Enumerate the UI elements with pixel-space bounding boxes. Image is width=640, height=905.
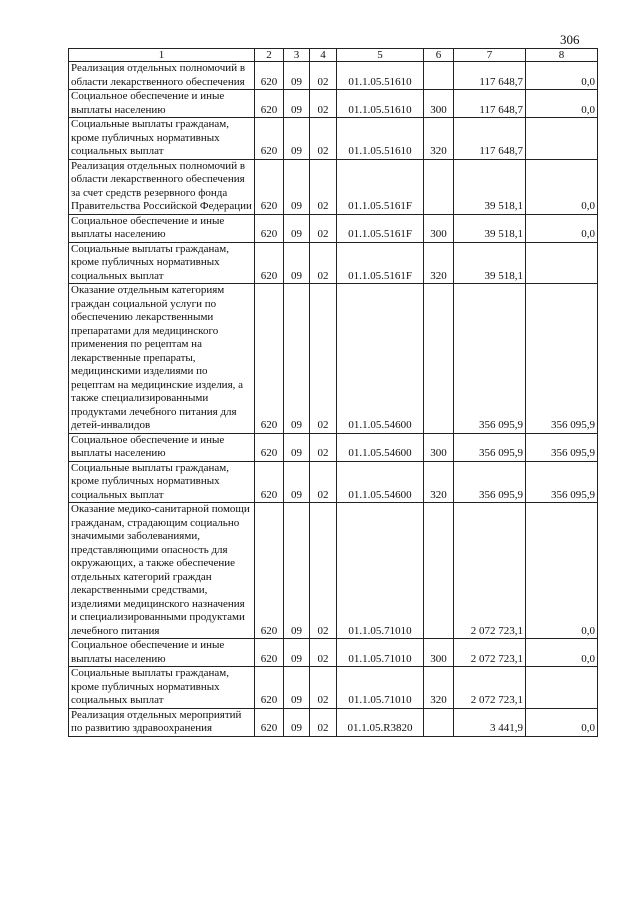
target-article-cell: 01.1.05.71010 (337, 503, 424, 639)
section-code-cell: 09 (284, 667, 310, 709)
table-row (69, 62, 598, 90)
row-name-cell: Социальные выплаты гражданам, кроме публичных нормативных социальных выплат (69, 461, 255, 503)
table-row (69, 461, 598, 503)
federal-amount-cell: 356 095,9 (526, 461, 598, 503)
table-row (69, 667, 598, 709)
expense-type-cell: 300 (424, 433, 454, 461)
expense-type-cell (424, 159, 454, 214)
federal-amount-cell: 356 095,9 (526, 284, 598, 434)
table-row (69, 159, 598, 214)
target-article-cell: 01.1.05.71010 (337, 639, 424, 667)
target-article-cell: 01.1.05.5161F (337, 214, 424, 242)
subsection-code-cell: 02 (310, 242, 337, 284)
column-header: 4 (310, 49, 337, 62)
table-row (69, 284, 598, 434)
amount-cell: 39 518,1 (454, 159, 526, 214)
table-row (69, 242, 598, 284)
amount-cell: 2 072 723,1 (454, 503, 526, 639)
subsection-code-cell: 02 (310, 118, 337, 160)
ministry-code-cell: 620 (255, 667, 284, 709)
ministry-code-cell: 620 (255, 639, 284, 667)
expense-type-cell (424, 284, 454, 434)
target-article-cell: 01.1.05.5161F (337, 242, 424, 284)
amount-cell: 2 072 723,1 (454, 639, 526, 667)
budget-table (68, 48, 598, 737)
row-name-cell: Социальное обеспечение и иные выплаты населению (69, 639, 255, 667)
row-name-cell: Социальное обеспечение и иные выплаты населению (69, 214, 255, 242)
section-code-cell: 09 (284, 118, 310, 160)
federal-amount-cell: 0,0 (526, 708, 598, 736)
federal-amount-cell (526, 118, 598, 160)
section-code-cell: 09 (284, 90, 310, 118)
target-article-cell: 01.1.05.51610 (337, 62, 424, 90)
amount-cell: 356 095,9 (454, 433, 526, 461)
column-header: 6 (424, 49, 454, 62)
row-name-cell: Социальное обеспечение и иные выплаты населению (69, 433, 255, 461)
amount-cell: 39 518,1 (454, 214, 526, 242)
row-name-cell: Социальные выплаты гражданам, кроме публичных нормативных социальных выплат (69, 667, 255, 709)
subsection-code-cell: 02 (310, 708, 337, 736)
row-name-cell: Социальное обеспечение и иные выплаты населению (69, 90, 255, 118)
section-code-cell: 09 (284, 242, 310, 284)
amount-cell: 117 648,7 (454, 118, 526, 160)
federal-amount-cell: 0,0 (526, 503, 598, 639)
table-row (69, 708, 598, 736)
ministry-code-cell: 620 (255, 62, 284, 90)
amount-cell: 117 648,7 (454, 90, 526, 118)
expense-type-cell: 320 (424, 461, 454, 503)
ministry-code-cell: 620 (255, 708, 284, 736)
header-row (69, 49, 598, 62)
ministry-code-cell: 620 (255, 90, 284, 118)
table-body (69, 62, 598, 737)
row-name-cell: Реализация отдельных полномочий в области лекарственного обеспечения (69, 62, 255, 90)
subsection-code-cell: 02 (310, 667, 337, 709)
section-code-cell: 09 (284, 708, 310, 736)
federal-amount-cell (526, 242, 598, 284)
column-header: 8 (526, 49, 598, 62)
section-code-cell: 09 (284, 62, 310, 90)
row-name-cell: Реализация отдельных полномочий в области лекарственного обеспечения за счет средств резервного фонда Правительства Российской Федерации (69, 159, 255, 214)
table-row (69, 639, 598, 667)
subsection-code-cell: 02 (310, 461, 337, 503)
row-name-cell: Реализация отдельных мероприятий по развитию здравоохранения (69, 708, 255, 736)
subsection-code-cell: 02 (310, 503, 337, 639)
federal-amount-cell: 0,0 (526, 214, 598, 242)
target-article-cell: 01.1.05.51610 (337, 118, 424, 160)
section-code-cell: 09 (284, 503, 310, 639)
expense-type-cell: 300 (424, 214, 454, 242)
row-name-cell: Оказание медико-санитарной помощи гражданам, страдающим социально значимыми заболеваниями, представляющими опасность для окружающих, а также обеспечение отдельных категорий граждан лекарственными средствами, изделиями медицинского назначения и специализированными продуктами лечебного питания (69, 503, 255, 639)
row-name-cell: Оказание отдельным категориям граждан социальной услуги по обеспечению лекарственными препаратами для медицинского применения по рецептам на лекарственные препараты, медицинскими изделиями по рецептам на медицинские изделия, а также специализированными продуктами лечебного питания для детей-инвалидов (69, 284, 255, 434)
federal-amount-cell: 0,0 (526, 90, 598, 118)
ministry-code-cell: 620 (255, 433, 284, 461)
target-article-cell: 01.1.05.54600 (337, 284, 424, 434)
amount-cell: 3 441,9 (454, 708, 526, 736)
amount-cell: 117 648,7 (454, 62, 526, 90)
target-article-cell: 01.1.05.54600 (337, 433, 424, 461)
target-article-cell: 01.1.05.R3820 (337, 708, 424, 736)
expense-type-cell: 320 (424, 242, 454, 284)
expense-type-cell: 320 (424, 667, 454, 709)
subsection-code-cell: 02 (310, 639, 337, 667)
federal-amount-cell (526, 667, 598, 709)
ministry-code-cell: 620 (255, 284, 284, 434)
expense-type-cell: 320 (424, 118, 454, 160)
target-article-cell: 01.1.05.54600 (337, 461, 424, 503)
amount-cell: 2 072 723,1 (454, 667, 526, 709)
ministry-code-cell: 620 (255, 242, 284, 284)
federal-amount-cell: 356 095,9 (526, 433, 598, 461)
ministry-code-cell: 620 (255, 159, 284, 214)
expense-type-cell: 300 (424, 639, 454, 667)
federal-amount-cell: 0,0 (526, 62, 598, 90)
subsection-code-cell: 02 (310, 90, 337, 118)
column-header: 3 (284, 49, 310, 62)
table-row (69, 118, 598, 160)
page-number: 306 (560, 32, 580, 47)
column-header: 5 (337, 49, 424, 62)
expense-type-cell: 300 (424, 90, 454, 118)
row-name-cell: Социальные выплаты гражданам, кроме публичных нормативных социальных выплат (69, 118, 255, 160)
subsection-code-cell: 02 (310, 284, 337, 434)
expense-type-cell (424, 503, 454, 639)
table-row (69, 214, 598, 242)
section-code-cell: 09 (284, 284, 310, 434)
federal-amount-cell: 0,0 (526, 639, 598, 667)
expense-type-cell (424, 708, 454, 736)
ministry-code-cell: 620 (255, 214, 284, 242)
section-code-cell: 09 (284, 461, 310, 503)
target-article-cell: 01.1.05.5161F (337, 159, 424, 214)
subsection-code-cell: 02 (310, 159, 337, 214)
amount-cell: 39 518,1 (454, 242, 526, 284)
column-header: 1 (69, 49, 255, 62)
subsection-code-cell: 02 (310, 433, 337, 461)
target-article-cell: 01.1.05.51610 (337, 90, 424, 118)
table-row (69, 90, 598, 118)
table-row (69, 433, 598, 461)
table-row (69, 503, 598, 639)
target-article-cell: 01.1.05.71010 (337, 667, 424, 709)
column-header: 2 (255, 49, 284, 62)
ministry-code-cell: 620 (255, 118, 284, 160)
amount-cell: 356 095,9 (454, 284, 526, 434)
section-code-cell: 09 (284, 639, 310, 667)
row-name-cell: Социальные выплаты гражданам, кроме публичных нормативных социальных выплат (69, 242, 255, 284)
section-code-cell: 09 (284, 214, 310, 242)
federal-amount-cell: 0,0 (526, 159, 598, 214)
expense-type-cell (424, 62, 454, 90)
column-header: 7 (454, 49, 526, 62)
subsection-code-cell: 02 (310, 62, 337, 90)
section-code-cell: 09 (284, 433, 310, 461)
ministry-code-cell: 620 (255, 461, 284, 503)
ministry-code-cell: 620 (255, 503, 284, 639)
amount-cell: 356 095,9 (454, 461, 526, 503)
section-code-cell: 09 (284, 159, 310, 214)
subsection-code-cell: 02 (310, 214, 337, 242)
